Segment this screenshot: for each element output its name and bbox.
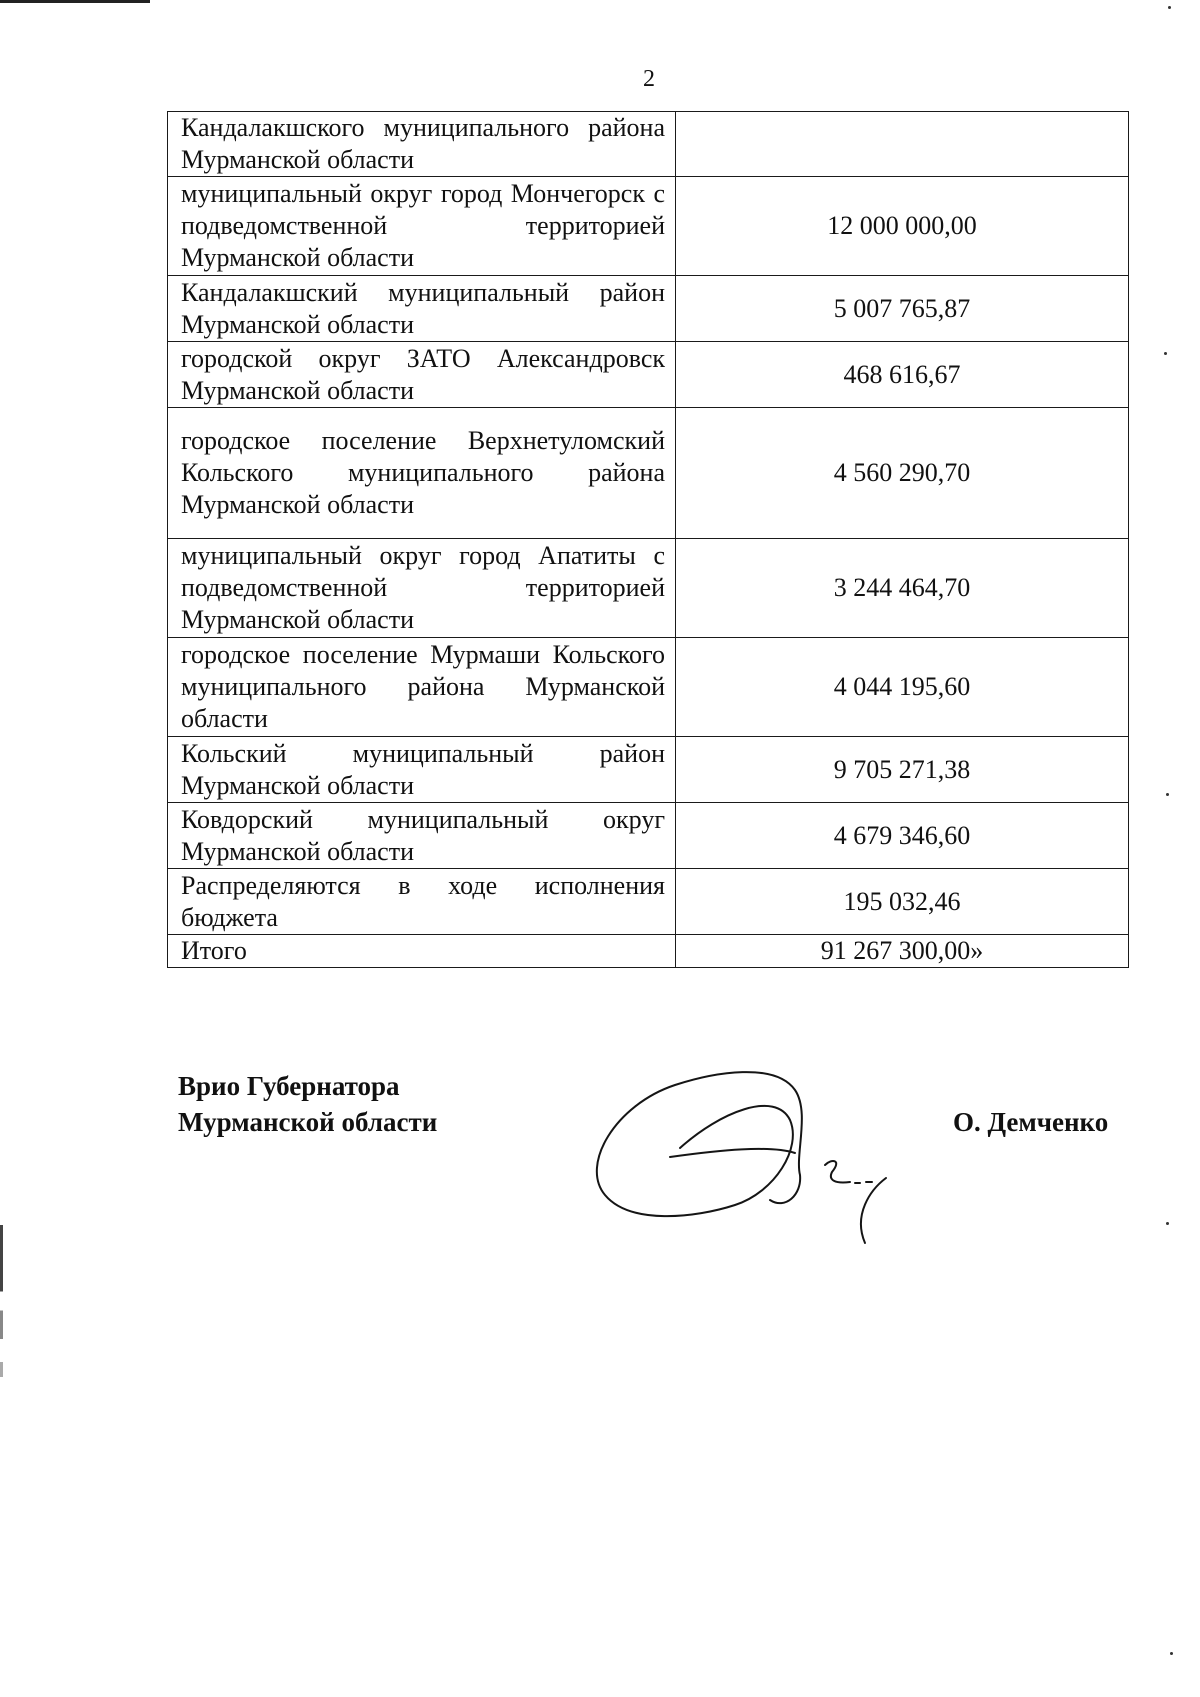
table-row (168, 342, 1129, 408)
table-row (168, 408, 1129, 539)
scan-speck (1166, 793, 1169, 796)
municipality-name: муниципальный округ город Мончегорск с подведомственной территорией Мурманской области (168, 177, 676, 276)
scan-speck (1164, 352, 1167, 355)
amount: 12 000 000,00 (676, 177, 1129, 276)
scan-speck (1166, 1222, 1169, 1225)
amount: 468 616,67 (676, 342, 1129, 408)
scan-edge-mark (0, 0, 150, 3)
amount: 195 032,46 (676, 869, 1129, 935)
amount (676, 112, 1129, 177)
municipality-name: Кандалакшского муниципального района Мурманской области (168, 112, 676, 177)
amount: 4 679 346,60 (676, 803, 1129, 869)
municipality-name: Распределяются в ходе исполнения бюджета (168, 869, 676, 935)
amount: 3 244 464,70 (676, 539, 1129, 638)
scan-edge-mark (0, 1225, 3, 1415)
page-number: 2 (643, 66, 655, 92)
table-row (168, 803, 1129, 869)
municipality-name: Ковдорский муниципальный округ Мурманской области (168, 803, 676, 869)
amount: 4 560 290,70 (676, 408, 1129, 539)
table-row (168, 638, 1129, 737)
signatory-title-line: Мурманской области (178, 1107, 438, 1137)
amount: 9 705 271,38 (676, 737, 1129, 803)
allocation-table (167, 111, 1129, 968)
signatory-name: О. Демченко (953, 1107, 1109, 1137)
scan-speck (1170, 1652, 1173, 1655)
table-row (168, 112, 1129, 177)
total-amount: 91 267 300,00» (676, 935, 1129, 968)
municipality-name: городское поселение Верхнетуломский Кольского муниципального района Мурманской области (168, 408, 676, 539)
municipality-name: Кольский муниципальный район Мурманской области (168, 737, 676, 803)
amount: 5 007 765,87 (676, 276, 1129, 342)
signatory-title-line: Врио Губернатора (178, 1071, 400, 1101)
handwritten-signature (570, 1050, 910, 1250)
table-row (168, 539, 1129, 638)
signatory-title (178, 1068, 437, 1140)
table-row (168, 177, 1129, 276)
table-row (168, 737, 1129, 803)
municipality-name: городское поселение Мурмаши Кольского муниципального района Мурманской области (168, 638, 676, 737)
scan-speck (1168, 6, 1171, 9)
table-total-row (168, 935, 1129, 968)
amount: 4 044 195,60 (676, 638, 1129, 737)
municipality-name: Кандалакшский муниципальный район Мурманской области (168, 276, 676, 342)
total-label: Итого (168, 935, 676, 968)
table-row (168, 869, 1129, 935)
municipality-name: муниципальный округ город Апатиты с подведомственной территорией Мурманской области (168, 539, 676, 638)
table-row (168, 276, 1129, 342)
municipality-name: городской округ ЗАТО Александровск Мурманской области (168, 342, 676, 408)
